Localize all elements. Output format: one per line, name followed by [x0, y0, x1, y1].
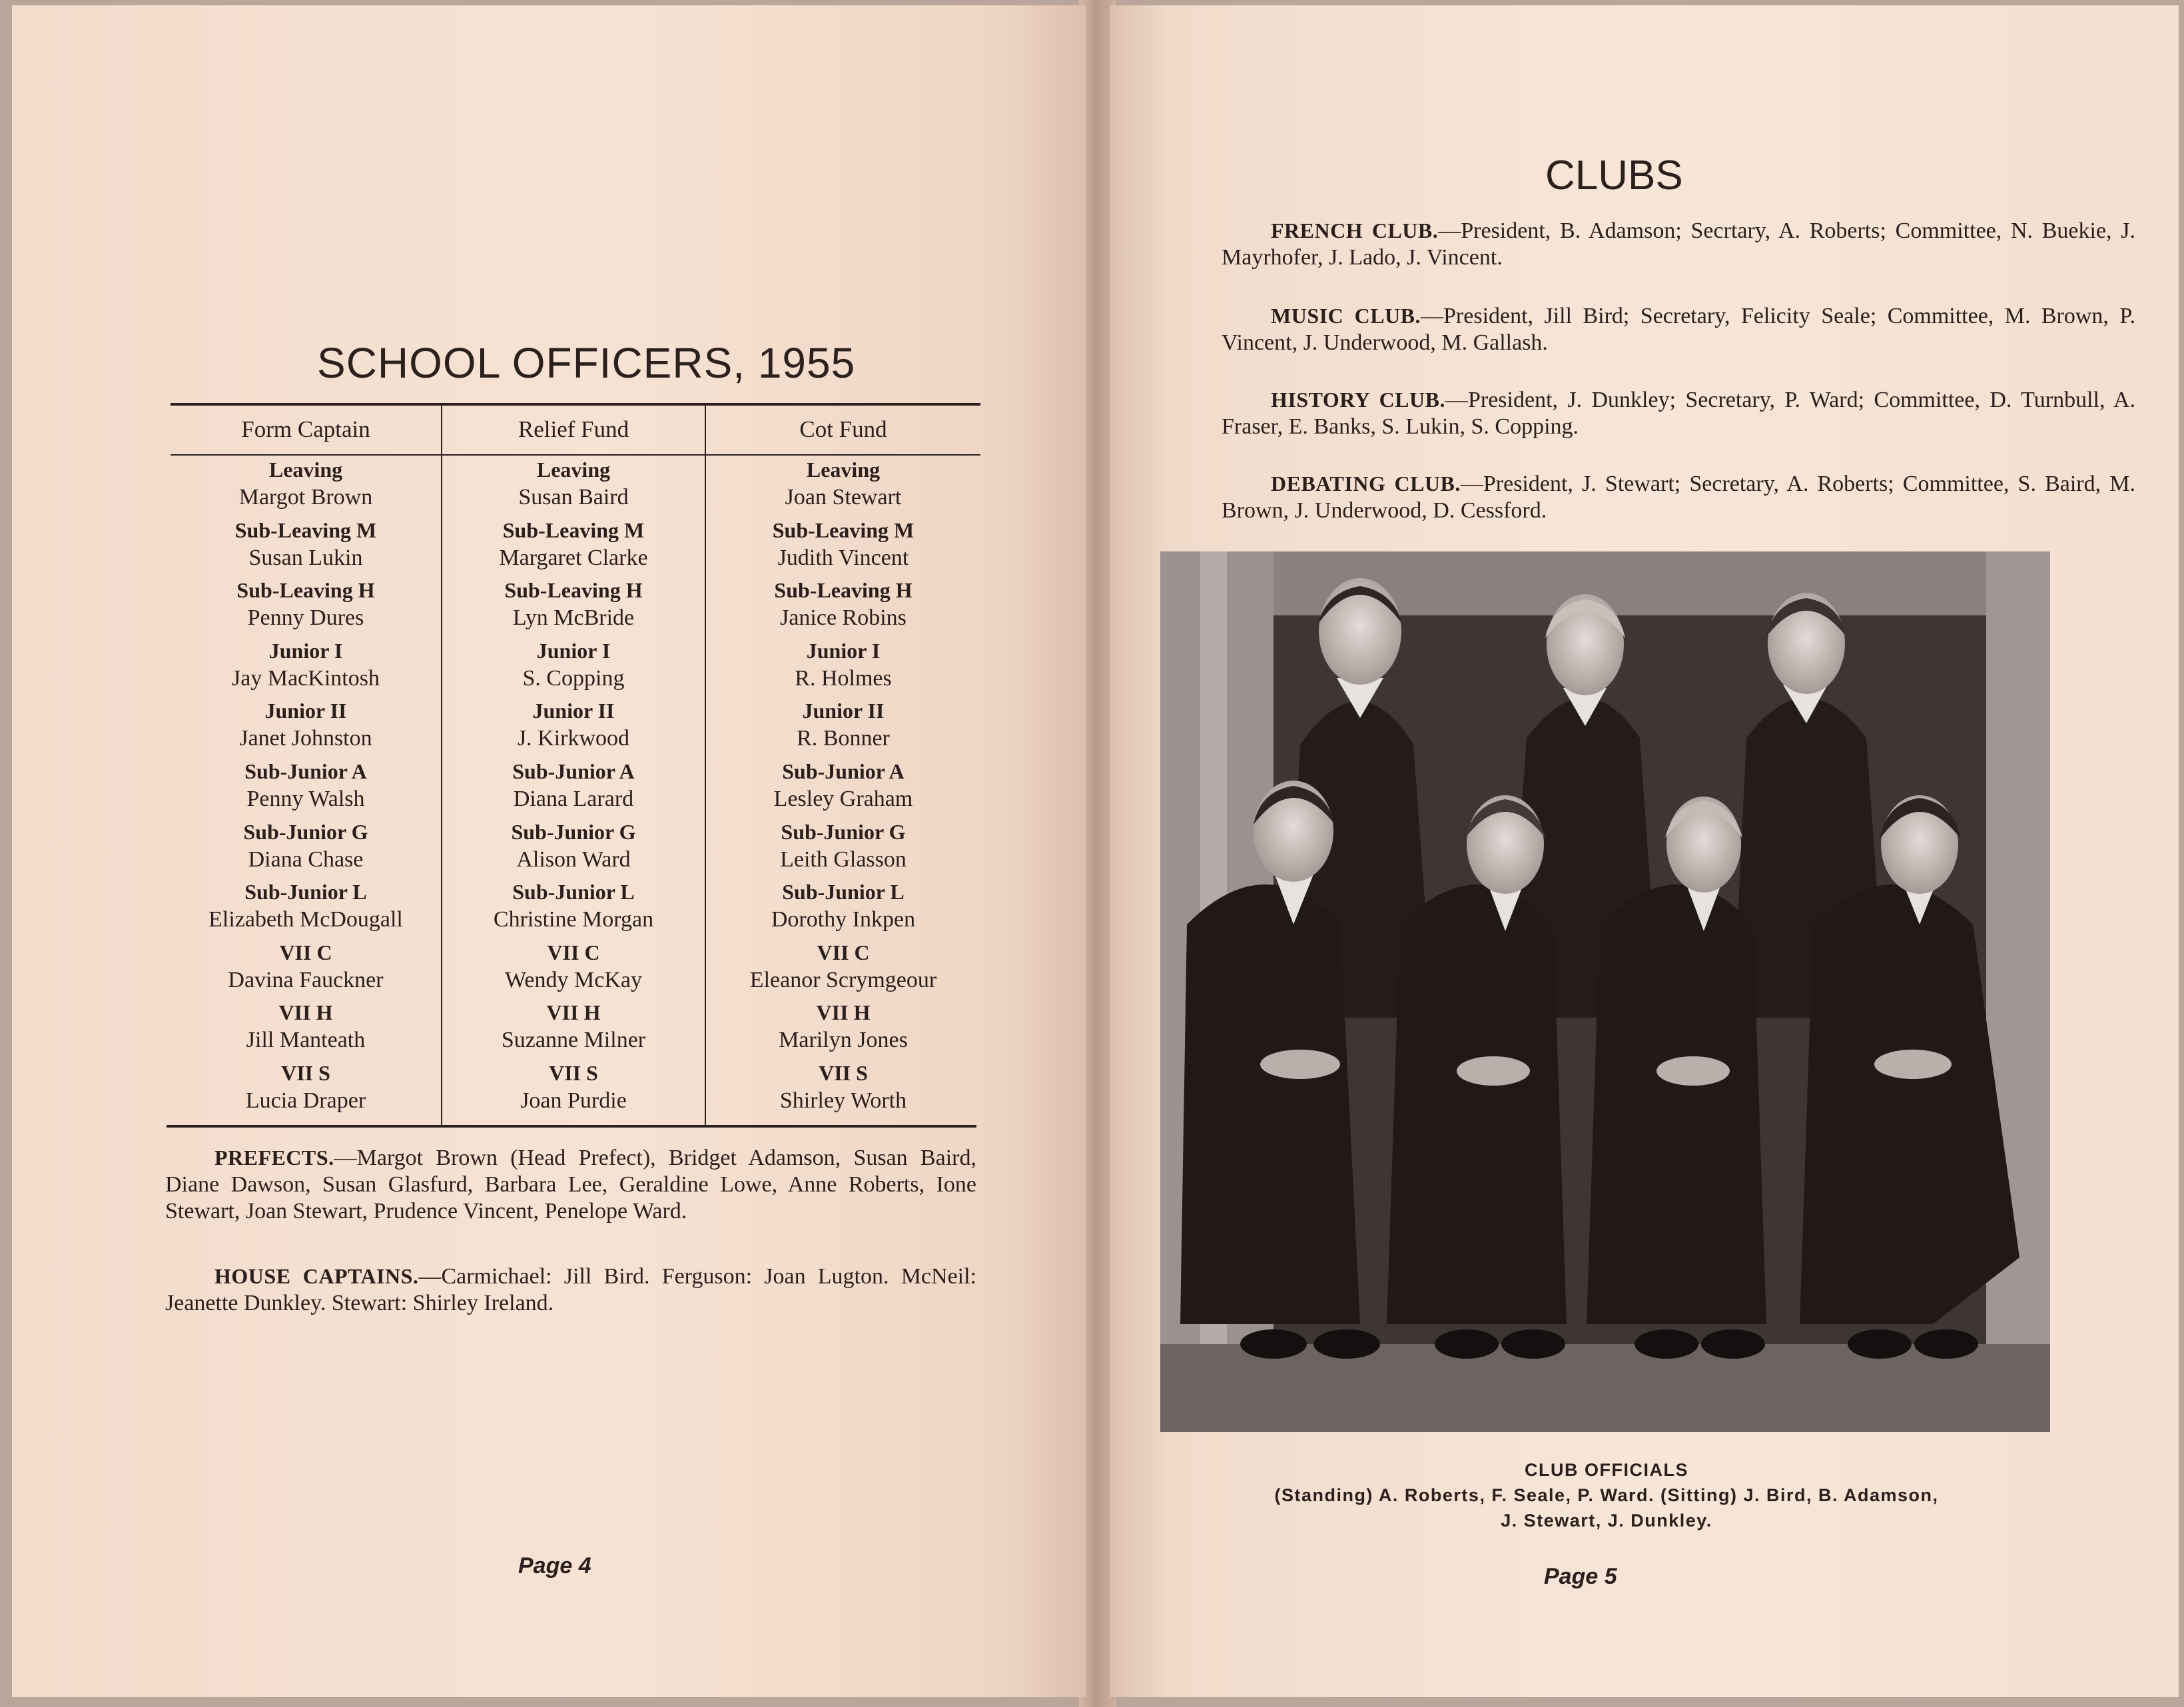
officer-name: Lucia Draper — [245, 1088, 366, 1113]
form-label: Sub-Junior G — [781, 819, 906, 844]
officer-name: Susan Baird — [518, 485, 629, 510]
form-label: VII S — [549, 1060, 598, 1085]
officer-name: Shirley Worth — [779, 1088, 907, 1113]
prefects-paragraph — [165, 1144, 976, 1225]
club-debating — [1222, 470, 2135, 524]
officer-name: Lesley Graham — [773, 786, 913, 811]
form-label: VII S — [281, 1060, 330, 1085]
officer-entry — [706, 818, 980, 878]
officer-name: Joan Stewart — [785, 485, 902, 510]
club-officials-photo — [1160, 551, 2050, 1432]
form-label: Sub-Leaving H — [774, 578, 912, 603]
club-music-label: MUSIC CLUB. — [1271, 304, 1421, 328]
club-history — [1222, 386, 2135, 440]
photo-caption — [1174, 1457, 2039, 1533]
prefects-label: PREFECTS. — [214, 1146, 334, 1170]
form-label: Sub-Junior A — [244, 759, 367, 783]
officer-entry — [171, 998, 441, 1059]
column-form-captain — [171, 405, 441, 1120]
form-label: Junior II — [264, 699, 347, 723]
form-label: Sub-Leaving M — [234, 517, 377, 542]
column-header: Cot Fund — [799, 416, 887, 442]
officer-entry — [442, 576, 705, 637]
officer-entry — [706, 576, 980, 637]
officer-name: Elizabeth McDougall — [208, 907, 403, 932]
club-french-text: —President, B. Adamson; Secrtary, A. Roberts; Committee, N. Buekie, J. Mayrhofer, J. Lado, J. Vincent. — [1222, 218, 2136, 270]
form-label: Sub-Leaving M — [502, 517, 645, 542]
officer-entry — [171, 516, 441, 577]
officer-entry — [171, 757, 441, 818]
officer-name: Lyn McBride — [512, 605, 635, 631]
officer-name: Davina Fauckner — [228, 967, 384, 992]
officer-name: Diana Chase — [248, 847, 364, 872]
officer-entry — [706, 516, 980, 577]
officer-entry — [706, 757, 980, 818]
form-label: Junior II — [802, 699, 885, 723]
form-label: Sub-Leaving H — [504, 578, 643, 603]
house-captains-text: —Carmichael: Jill Bird. Ferguson: Joan Lugton. McNeil: Jeanette Dunkley. Stewart: Shirley Ireland. — [165, 1264, 976, 1315]
officer-name: Joan Purdie — [520, 1088, 627, 1113]
club-french-label: FRENCH CLUB. — [1271, 218, 1439, 242]
form-label: VII S — [819, 1060, 868, 1085]
caption-title: CLUB OFFICIALS — [1525, 1460, 1688, 1480]
form-label: Leaving — [806, 458, 881, 482]
column-header: Relief Fund — [518, 416, 629, 442]
officer-entry — [442, 1059, 705, 1120]
officer-name: Jill Manteath — [246, 1028, 366, 1053]
officer-name: Dorothy Inkpen — [771, 907, 916, 932]
school-officers-title: SCHOOL OFFICERS, 1955 — [317, 339, 856, 387]
page-number-left: Page 4 — [518, 1553, 591, 1578]
officer-entry — [442, 998, 705, 1059]
form-label: Sub-Junior A — [782, 759, 905, 783]
officer-entry — [706, 456, 980, 516]
officer-name: Janet Johnston — [239, 726, 372, 751]
officer-entry — [706, 998, 980, 1059]
form-label: Sub-Junior L — [512, 880, 635, 904]
house-captains-label: HOUSE CAPTAINS. — [214, 1264, 419, 1288]
column-cot-fund — [706, 405, 980, 1120]
column-relief-fund — [442, 405, 705, 1120]
officer-entry — [442, 757, 705, 818]
club-french — [1222, 217, 2135, 271]
officer-name: Christine Morgan — [493, 907, 654, 932]
officer-entry — [706, 697, 980, 757]
officer-name: Margaret Clarke — [499, 545, 648, 570]
officer-name: Margot Brown — [238, 485, 373, 510]
officer-name: Judith Vincent — [777, 545, 909, 570]
club-history-text: —President, J. Dunkley; Secretary, P. Ward; Committee, D. Turnbull, A. Fraser, E. Banks, S. Lukin, S. Copping. — [1222, 388, 2135, 439]
form-label: VII H — [816, 1000, 871, 1025]
form-label: Sub-Junior G — [511, 819, 636, 844]
officer-name: Leith Glasson — [780, 847, 907, 872]
officer-name: Wendy McKay — [505, 967, 642, 992]
form-label: Junior I — [806, 638, 881, 663]
form-label: Sub-Junior L — [244, 880, 367, 904]
officer-name: Susan Lukin — [248, 545, 363, 570]
officer-entry — [706, 878, 980, 938]
officer-entry — [171, 1059, 441, 1120]
form-label: Sub-Leaving M — [772, 517, 914, 542]
form-label: Sub-Junior A — [512, 759, 635, 783]
column-header: Form Captain — [241, 416, 370, 442]
officer-name: Marilyn Jones — [779, 1028, 908, 1053]
form-label: VII C — [817, 940, 870, 964]
form-label: VII H — [546, 1000, 601, 1025]
clubs-title: CLUBS — [1545, 153, 1683, 198]
form-label: Sub-Junior G — [243, 819, 368, 844]
officer-name: Janice Robins — [780, 605, 907, 631]
page-right — [1110, 5, 2179, 1697]
club-debating-text: —President, J. Stewart; Secretary, A. Roberts; Committee, S. Baird, M. Brown, J. Underwood, D. Cessford. — [1222, 472, 2136, 523]
club-music — [1222, 302, 2135, 356]
officer-entry — [171, 938, 441, 999]
officer-name: R. Holmes — [795, 665, 892, 691]
officer-name: J. Kirkwood — [517, 726, 630, 751]
house-captains-paragraph — [165, 1263, 976, 1317]
officer-entry — [442, 818, 705, 878]
form-label: Sub-Leaving H — [236, 578, 375, 603]
prefects-text: —Margot Brown (Head Prefect), Bridget Adamson, Susan Baird, Diane Dawson, Susan Glasfurd, Barbara Lee, Geraldine Lowe, Anne Roberts, Ione Stewart, Joan Stewart, Prudence Vincent, Penelope Ward. — [165, 1146, 976, 1223]
officer-name: Penny Walsh — [246, 786, 365, 811]
form-label: Sub-Junior L — [782, 880, 905, 904]
officer-name: Eleanor Scrymgeour — [749, 967, 937, 992]
officer-name: Jay MacKintosh — [232, 665, 380, 691]
officer-name: Suzanne Milner — [501, 1028, 646, 1053]
page-number-right: Page 5 — [1544, 1564, 1617, 1589]
officer-name: R. Bonner — [797, 726, 890, 751]
officer-entry — [442, 697, 705, 757]
officer-entry — [442, 878, 705, 938]
officer-entry — [171, 637, 441, 697]
form-label: VII C — [279, 940, 332, 964]
form-label: Leaving — [268, 458, 343, 482]
officer-entry — [171, 818, 441, 878]
club-history-label: HISTORY CLUB. — [1271, 388, 1445, 412]
officer-entry — [171, 697, 441, 757]
caption-line-2: J. Stewart, J. Dunkley. — [1501, 1511, 1712, 1531]
officer-name: Alison Ward — [516, 847, 631, 872]
officer-entry — [706, 637, 980, 697]
club-debating-label: DEBATING CLUB. — [1271, 472, 1461, 496]
caption-line-1: (Standing) A. Roberts, F. Seale, P. Ward. (Sitting) J. Bird, B. Adamson, — [1274, 1485, 1939, 1505]
officer-entry — [706, 938, 980, 999]
officer-entry — [171, 456, 441, 516]
page-left — [12, 5, 1086, 1697]
officer-entry — [171, 878, 441, 938]
officer-entry — [442, 456, 705, 516]
officer-entry — [171, 576, 441, 637]
form-label: VII H — [278, 1000, 333, 1025]
club-music-text: —President, Jill Bird; Secretary, Felicity Seale; Committee, M. Brown, P. Vincent, J. Underwood, M. Gallash. — [1222, 304, 2136, 355]
form-label: Junior II — [532, 699, 615, 723]
form-label: VII C — [547, 940, 600, 964]
officer-entry — [442, 516, 705, 577]
table-bottom-rule — [167, 1125, 976, 1128]
officer-entry — [442, 637, 705, 697]
form-label: Junior I — [268, 638, 343, 663]
officer-name: Diana Larard — [513, 786, 634, 811]
officer-entry — [442, 938, 705, 999]
officer-name: Penny Dures — [247, 605, 364, 631]
form-label: Leaving — [536, 458, 611, 482]
officer-name: S. Copping — [522, 665, 625, 691]
form-label: Junior I — [536, 638, 611, 663]
officer-entry — [706, 1059, 980, 1120]
